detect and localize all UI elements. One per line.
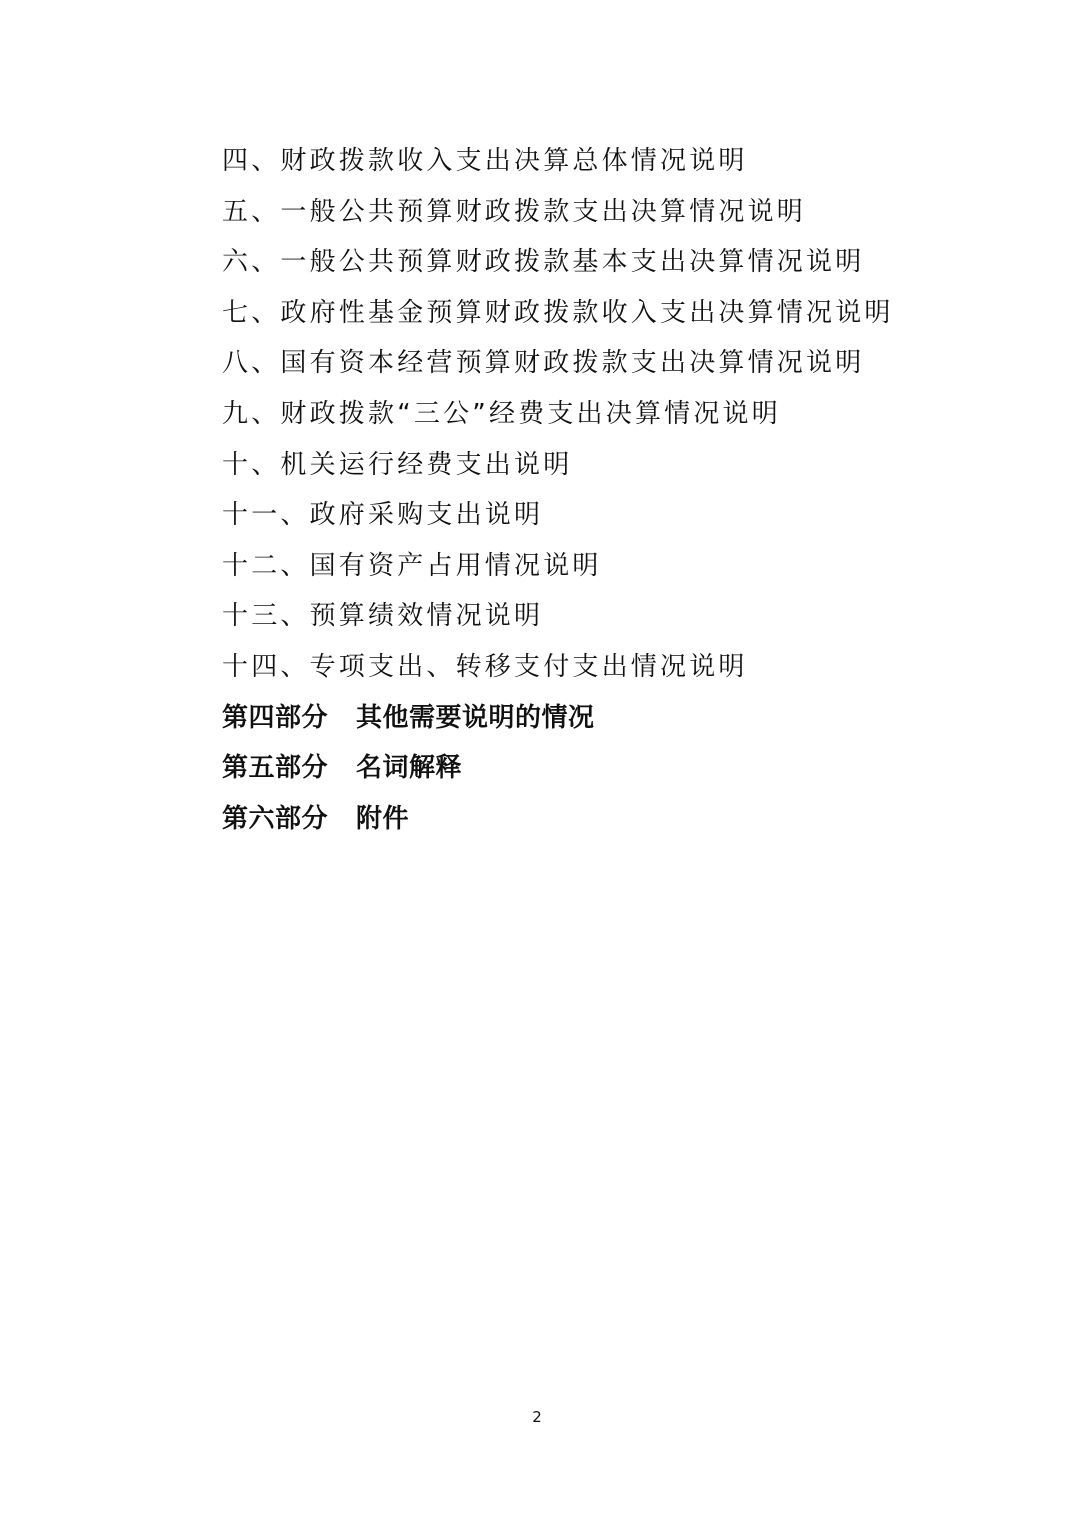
- part-title: 名词解释: [356, 753, 463, 784]
- toc-item: 十三、预算绩效情况说明: [222, 601, 544, 632]
- toc-item: 十、机关运行经费支出说明: [222, 449, 573, 480]
- toc-item: 四、财政拨款收入支出决算总体情况说明: [222, 146, 748, 176]
- part-label: 第六部分: [222, 803, 329, 834]
- toc-part-heading: [222, 796, 1002, 847]
- toc-item: 十二、国有资产占用情况说明: [222, 550, 602, 581]
- part-label: 第五部分: [222, 753, 329, 784]
- toc-item: 九、财政拨款“三公”经费支出决算情况说明: [222, 398, 781, 429]
- toc-part-heading: [222, 695, 1002, 746]
- part-label: 第四部分: [222, 702, 329, 733]
- toc-item: 五、一般公共预算财政拨款支出决算情况说明: [222, 196, 807, 227]
- part-title: 其他需要说明的情况: [356, 702, 595, 733]
- part-title: 附件: [356, 803, 410, 834]
- toc-item: 六、一般公共预算财政拨款基本支出决算情况说明: [222, 247, 865, 278]
- toc-item: 十一、政府采购支出说明: [222, 500, 544, 531]
- toc-item: 十四、专项支出、转移支付支出情况说明: [222, 651, 748, 682]
- page-number: 2: [532, 1408, 542, 1426]
- toc-item: 七、政府性基金预算财政拨款收入支出决算情况说明: [222, 297, 894, 328]
- toc-part-heading: [222, 745, 1002, 796]
- toc-item: 八、国有资本经营预算财政拨款支出决算情况说明: [222, 348, 865, 379]
- table-of-contents: [222, 138, 1002, 846]
